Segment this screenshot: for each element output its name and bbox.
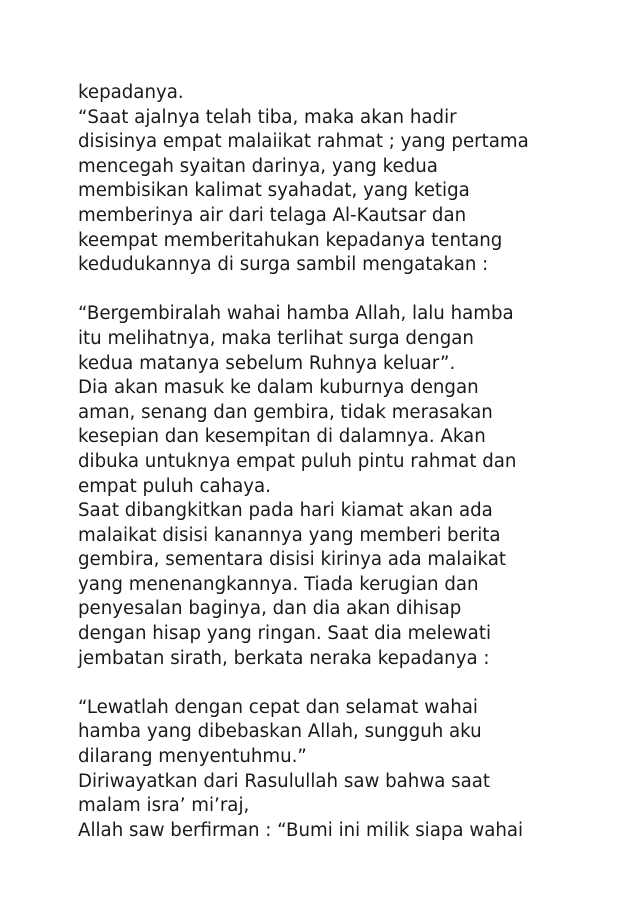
text-line: jembatan sirath, berkata neraka kepadanya : [78, 647, 490, 669]
text-line: keempat memberitahukan kepadanya tentang [78, 229, 503, 251]
text-line: hamba yang dibebaskan Allah, sungguh aku [78, 721, 482, 743]
text-line: kepadanya. [78, 82, 184, 103]
text-line: kedudukannya di surga sambil mengatakan : [78, 254, 489, 276]
text-line: mencegah syaitan darinya, yang kedua [78, 155, 438, 177]
text-line: dibuka untuknya empat puluh pintu rahmat dan [78, 450, 517, 472]
text-line: penyesalan baginya, dan dia akan dihisap [78, 598, 462, 620]
text-line: Dia akan masuk ke dalam kuburnya dengan [78, 377, 479, 399]
text-line: malaikat disisi kanannya yang memberi berita [78, 524, 501, 546]
paragraph-gap [78, 671, 623, 696]
text-line: Saat dibangkitkan pada hari kiamat akan ada [78, 500, 493, 522]
text-line: kedua matanya sebelum Ruhnya keluar”. [78, 352, 456, 374]
text-line: Allah saw berfirman : “Bumi ini milik siapa wahai [78, 819, 524, 841]
text-line: aman, senang dan gembira, tidak merasakan [78, 401, 493, 423]
text-line: gembira, sementara disisi kirinya ada malaikat [78, 549, 507, 571]
text-line: “Lewatlah dengan cepat dan selamat wahai [78, 696, 478, 718]
text-line: dengan hisap yang ringan. Saat dia melewati [78, 623, 492, 645]
text-line: malam isra’ mi’raj, [78, 795, 250, 817]
text-line: empat puluh cahaya. [78, 475, 271, 497]
text-line: disisinya empat malaiikat rahmat ; yang pertama [78, 131, 529, 153]
text-line: “Bergembiralah wahai hamba Allah, lalu hamba [78, 303, 514, 325]
paragraph-gap [78, 278, 623, 303]
text-line: kesepian dan kesempitan di dalamnya. Akan [78, 426, 486, 448]
text-line: memberinya air dari telaga Al-Kautsar dan [78, 204, 467, 226]
text-line: membisikan kalimat syahadat, yang ketiga [78, 180, 470, 202]
text-line: dilarang menyentuhmu.” [78, 746, 307, 768]
text-line: Diriwayatkan dari Rasulullah saw bahwa saat [78, 770, 491, 792]
text-line: “Saat ajalnya telah tiba, maka akan hadir [78, 106, 457, 128]
text-line: itu melihatnya, maka terlihat surga dengan [78, 327, 474, 349]
body-text [78, 81, 623, 843]
text-line: yang menenangkannya. Tiada kerugian dan [78, 573, 479, 595]
